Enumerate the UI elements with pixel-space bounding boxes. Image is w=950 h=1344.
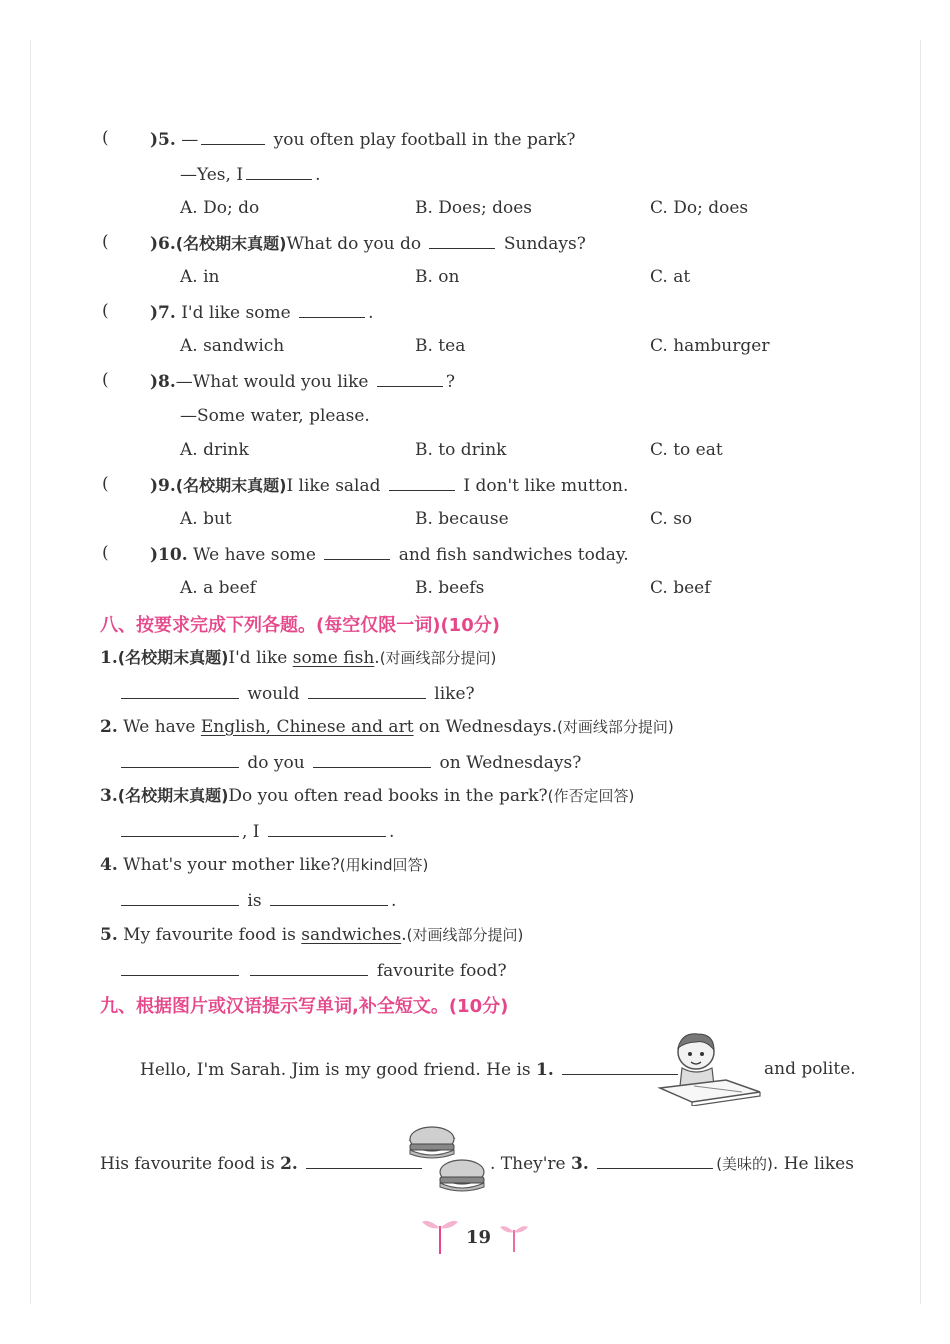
option-c: C. to eat [650, 440, 723, 460]
question-number: )9. [150, 476, 176, 496]
question-text-end: Sundays? [503, 234, 586, 254]
answer-word: like? [434, 684, 475, 704]
exam-tag: (名校期末真题) [117, 786, 229, 805]
passage-text: . They're [490, 1154, 566, 1174]
question-number: )8. [150, 372, 176, 392]
question-text: I'd like some [181, 303, 291, 323]
answer-paren: ( [102, 128, 109, 148]
answer-word: . [390, 891, 397, 911]
answer-blank[interactable] [121, 820, 239, 837]
option-c: C. hamburger [650, 336, 770, 356]
answer-blank[interactable] [246, 163, 312, 180]
question-text: —What would you like [175, 372, 369, 392]
reply-end: . [315, 165, 321, 185]
option-a: A. but [180, 509, 232, 529]
answer-paren: ( [102, 370, 109, 390]
answer-paren: ( [102, 474, 109, 494]
question-number: )10. [150, 545, 188, 565]
rewrite-3-answer [118, 820, 394, 843]
instruction-hint: (对画线部分提问) [557, 718, 674, 736]
question-text-end: . [368, 303, 374, 323]
question-6 [150, 232, 586, 255]
question-8 [150, 370, 455, 393]
underlined-part: some fish [292, 648, 375, 668]
question-text: you often play football in the park? [273, 130, 576, 150]
answer-blank[interactable] [121, 889, 239, 906]
option-a: A. in [180, 267, 220, 287]
option-c: C. so [650, 509, 693, 529]
item-text: What's your mother like? [123, 855, 340, 875]
question-10 [150, 543, 629, 566]
blank-number: 2. [280, 1154, 298, 1174]
answer-word: on Wednesdays? [439, 753, 582, 773]
question-number: )7. [150, 303, 176, 323]
answer-paren: ( [102, 301, 109, 321]
question-7 [150, 301, 373, 324]
passage-text-end: . He likes [772, 1154, 854, 1174]
section-9-title: 九、根据图片或汉语提示写单词,补全短文。(10分) [100, 996, 509, 1017]
answer-blank[interactable] [308, 682, 426, 699]
question-5 [150, 128, 576, 151]
hamburger-illustration [404, 1120, 492, 1200]
underlined-part: sandwiches [301, 925, 402, 945]
option-c: C. Do; does [650, 198, 749, 218]
rewrite-4-answer [118, 889, 396, 912]
passage-text: His favourite food is [100, 1154, 275, 1174]
option-a: A. a beef [180, 578, 256, 598]
option-a: A. drink [180, 440, 249, 460]
passage-line-1 [140, 1058, 681, 1081]
answer-blank[interactable] [324, 543, 390, 560]
question-text: We have some [193, 545, 316, 565]
instruction-hint: (对画线部分提问) [379, 649, 497, 667]
page-number: 19 [466, 1227, 492, 1248]
blank-number: 3. [571, 1154, 589, 1174]
passage-text-end: and polite. [764, 1059, 856, 1079]
option-c: C. beef [650, 578, 711, 598]
item-text: I'd like [228, 648, 293, 668]
question-number: )5. [150, 130, 176, 150]
question-5-reply [180, 163, 320, 186]
page-border-right [920, 40, 921, 1304]
option-a: A. sandwich [180, 336, 285, 356]
item-text-end: . [401, 925, 407, 945]
question-8-reply: —Some water, please. [180, 406, 370, 426]
answer-blank[interactable] [389, 474, 455, 491]
item-text: Do you often read books in the park? [228, 786, 548, 806]
question-text-end: and fish sandwiches today. [398, 545, 629, 565]
chinese-hint: (美味的) [716, 1155, 773, 1173]
passage-line-2 [100, 1152, 425, 1175]
item-text: My favourite food is [123, 925, 302, 945]
rewrite-5 [100, 924, 523, 946]
exam-tag: (名校期末真题) [117, 648, 229, 667]
answer-blank[interactable] [121, 682, 239, 699]
reply-text: —Yes, I [180, 165, 244, 185]
rewrite-4 [100, 854, 428, 876]
question-number: )6. [150, 234, 176, 254]
answer-paren: ( [102, 543, 109, 563]
rewrite-3 [100, 785, 634, 807]
answer-blank[interactable] [597, 1152, 713, 1169]
exam-tag: (名校期末真题) [175, 234, 287, 253]
answer-word: . [388, 822, 395, 842]
question-text: What do you do [286, 234, 422, 254]
option-b: B. beefs [415, 578, 485, 598]
instruction-hint: (对画线部分提问) [406, 926, 524, 944]
item-text: We have [123, 717, 201, 737]
answer-blank[interactable] [270, 889, 388, 906]
answer-blank[interactable] [313, 751, 431, 768]
item-number: 1. [100, 648, 118, 668]
passage-text: Hello, I'm Sarah. Jim is my good friend. He is [140, 1060, 531, 1080]
exam-tag: (名校期末真题) [175, 476, 287, 495]
option-b: B. to drink [415, 440, 507, 460]
item-number: 3. [100, 786, 118, 806]
item-number: 5. [100, 925, 118, 945]
item-number: 4. [100, 855, 118, 875]
answer-blank[interactable] [299, 301, 365, 318]
question-text-end: ? [445, 372, 456, 392]
option-b: B. Does; does [415, 198, 532, 218]
underlined-part: English, Chinese and art [200, 717, 414, 737]
option-b: B. because [415, 509, 509, 529]
answer-word: favourite food? [376, 961, 507, 981]
answer-blank[interactable] [377, 370, 443, 387]
rewrite-1-answer [118, 682, 475, 705]
item-number: 2. [100, 717, 118, 737]
answer-word: would [247, 684, 300, 704]
question-text: I like salad [286, 476, 381, 496]
rewrite-1 [100, 647, 496, 669]
answer-blank[interactable] [201, 128, 265, 145]
item-text-end: on Wednesdays. [413, 717, 558, 737]
answer-blank[interactable] [429, 232, 495, 249]
option-b: B. tea [415, 336, 466, 356]
passage-line-2-cont [490, 1152, 854, 1175]
sprout-icon [422, 1214, 458, 1254]
item-text-end: . [374, 648, 380, 668]
rewrite-2 [100, 716, 674, 738]
blank-number: 1. [536, 1060, 554, 1080]
answer-paren: ( [102, 232, 109, 252]
rewrite-5-answer [118, 959, 507, 982]
answer-blank[interactable] [121, 959, 239, 976]
answer-word: is [247, 891, 262, 911]
answer-blank[interactable] [121, 751, 239, 768]
section-8-title: 八、按要求完成下列各题。(每空仅限一词)(10分) [100, 615, 500, 636]
answer-word: do you [247, 753, 305, 773]
instruction-hint: (作否定回答) [547, 787, 635, 805]
page-border-left [30, 40, 31, 1304]
sprout-icon [500, 1222, 528, 1252]
option-c: C. at [650, 267, 691, 287]
question-9 [150, 474, 628, 497]
answer-word: , I [242, 822, 260, 842]
rewrite-2-answer [118, 751, 581, 774]
instruction-hint: (用kind回答) [339, 856, 429, 874]
boy-reading-illustration [656, 1030, 762, 1106]
question-text-end: I don't like mutton. [463, 476, 629, 496]
dash: — [181, 130, 199, 150]
answer-blank[interactable] [250, 959, 368, 976]
option-a: A. Do; do [180, 198, 260, 218]
option-b: B. on [415, 267, 460, 287]
answer-blank[interactable] [268, 820, 386, 837]
